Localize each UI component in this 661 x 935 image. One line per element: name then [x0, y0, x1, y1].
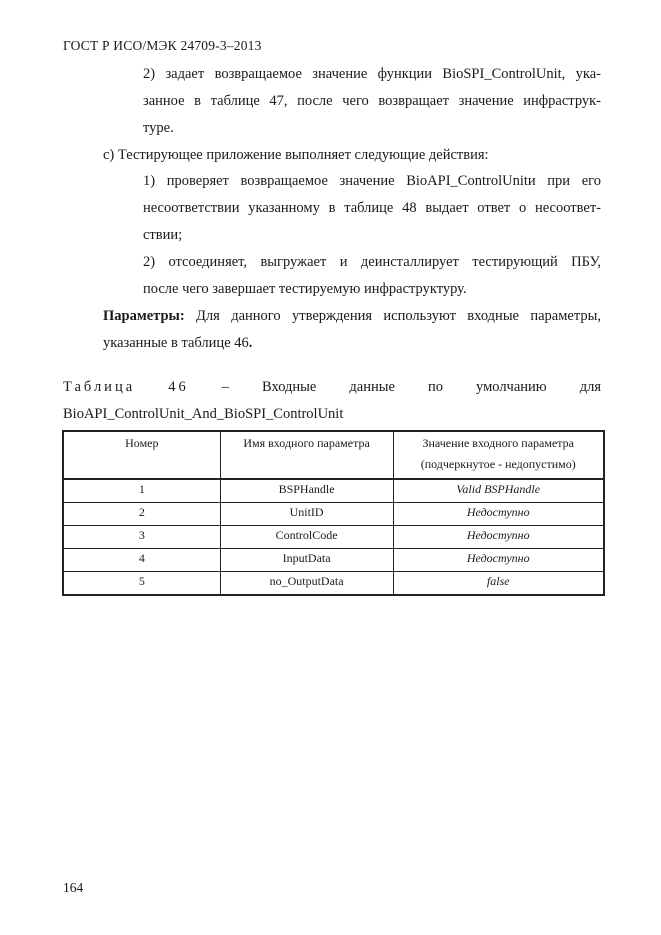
header-value-line1: Значение входного параметра	[422, 436, 575, 450]
header-param-value	[393, 431, 604, 479]
cell-value: Valid BSPHandle	[393, 479, 604, 503]
text-line: после чего завершает тестируемую инфраструктуру.	[143, 281, 467, 297]
cell-value: Недоступно	[393, 549, 604, 572]
cell-value: Недоступно	[393, 503, 604, 526]
text-line	[63, 303, 601, 330]
cell-number: 5	[63, 572, 220, 596]
paragraph-item-c: c) Тестирующее приложение выполняет следующие действия:	[103, 147, 489, 163]
caption-word: –	[221, 379, 229, 395]
caption-word: 46	[168, 379, 189, 395]
table-row	[63, 526, 604, 549]
caption-word: по	[427, 379, 443, 395]
paragraph-item-2	[143, 61, 601, 142]
caption-word: Входные	[262, 379, 317, 395]
paragraph-detach	[143, 249, 601, 303]
caption-line	[63, 374, 601, 401]
cell-name: BSPHandle	[220, 479, 393, 503]
cell-name: no_OutputData	[220, 572, 393, 596]
header-value-line2: (подчеркнутое - недопустимо)	[420, 457, 576, 471]
text-line: 2) задает возвращаемое значение функции BioSPI_ControlUnit, ука-	[143, 66, 601, 82]
paragraph-check	[143, 168, 601, 249]
text-line: туре.	[143, 120, 174, 136]
cell-name: UnitID	[220, 503, 393, 526]
text-line: занное в таблице 47, после чего возвращает значение инфраструк-	[143, 93, 601, 109]
text-line	[63, 330, 601, 357]
caption-line: BioAPI_ControlUnit_And_BioSPI_ControlUnit	[63, 406, 344, 422]
caption-word: данные	[349, 379, 395, 395]
document-header: ГОСТ Р ИСО/МЭК 24709-3–2013	[63, 38, 262, 53]
cell-value: false	[393, 572, 604, 596]
table-row	[63, 549, 604, 572]
text-line: 2) отсоединяет, выгружает и деинсталлирует тестирующий ПБУ,	[143, 254, 601, 270]
table-row	[63, 479, 604, 503]
cell-number: 4	[63, 549, 220, 572]
parameters-table	[62, 430, 605, 596]
cell-name: InputData	[220, 549, 393, 572]
table-row	[63, 503, 604, 526]
caption-word: Таблица	[63, 379, 136, 395]
caption-word: умолчанию	[476, 379, 547, 395]
cell-number: 2	[63, 503, 220, 526]
period: .	[248, 335, 253, 351]
table-row	[63, 572, 604, 596]
paragraph-parameters	[63, 303, 601, 357]
cell-number: 1	[63, 479, 220, 503]
header-number: Номер	[63, 431, 220, 479]
table-caption	[63, 374, 601, 428]
cell-value: Недоступно	[393, 526, 604, 549]
page-number: 164	[63, 880, 84, 895]
parameters-text: Для данного утверждения используют входные параметры,	[184, 308, 601, 324]
parameters-label: Параметры:	[103, 308, 185, 324]
table-header-row	[63, 431, 604, 479]
text-line: ствии;	[143, 227, 183, 243]
text-line: несоответствии указанному в таблице 48 выдает ответ о несоответ-	[143, 200, 601, 216]
cell-name: ControlCode	[220, 526, 393, 549]
parameters-text-end: указанные в таблице 46	[103, 335, 249, 351]
caption-word: для	[579, 379, 601, 395]
text-line: 1) проверяет возвращаемое значение BioAPI_ControlUnitи при его	[143, 173, 601, 189]
cell-number: 3	[63, 526, 220, 549]
header-param-name: Имя входного параметра	[220, 431, 393, 479]
